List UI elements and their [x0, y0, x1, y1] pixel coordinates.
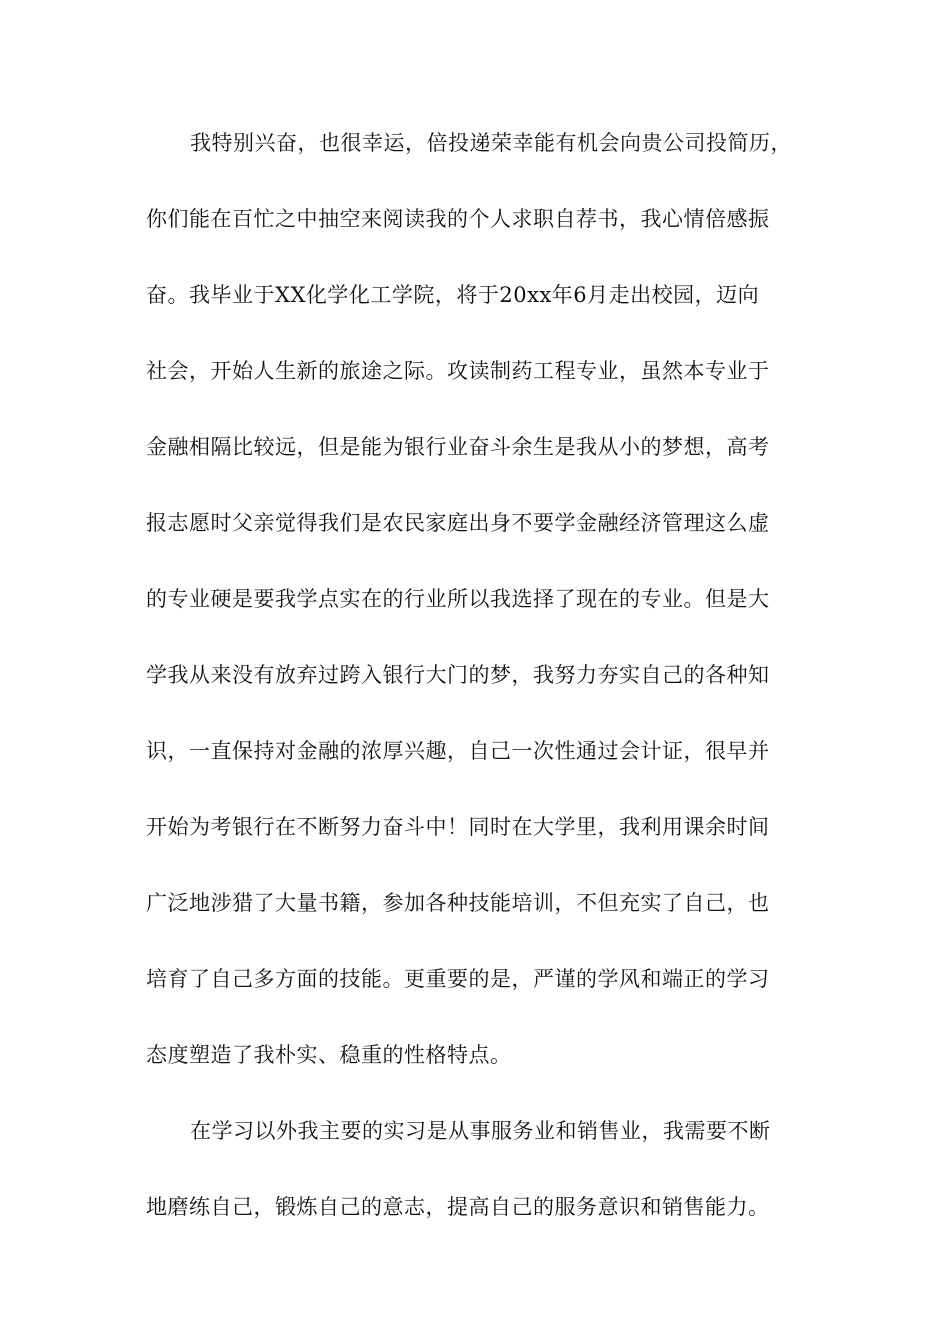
paragraph-1-line-3: 奋。我毕业于XX化学化工学院，将于20xx年6月走出校园，迈向 [146, 283, 760, 307]
paragraph-1-line-8: 学我从来没有放弃过跨入银行大门的梦，我努力夯实自己的各种知 [146, 663, 770, 687]
paragraph-1-line-7: 的专业硬是要我学点实在的行业所以我选择了现在的专业。但是大 [146, 587, 770, 611]
paragraph-1-line-1: 我特别兴奋，也很幸运，倍投递荣幸能有机会向贵公司投简历， [190, 131, 792, 155]
paragraph-1-line-2: 你们能在百忙之中抽空来阅读我的个人求职自荐书，我心情倍感振 [146, 207, 770, 231]
paragraph-1-line-5: 金融相隔比较远，但是能为银行业奋斗余生是我从小的梦想，高考 [146, 435, 770, 459]
paragraph-1-line-6: 报志愿时父亲觉得我们是农民家庭出身不要学金融经济管理这么虚 [146, 511, 770, 535]
body-text [146, 130, 806, 1270]
paragraph-1-line-13: 态度塑造了我朴实、稳重的性格特点。 [146, 1043, 512, 1067]
paragraph-1-line-9: 识，一直保持对金融的浓厚兴趣，自己一次性通过会计证，很早并 [146, 739, 770, 763]
paragraph-1-line-12: 培育了自己多方面的技能。更重要的是，严谨的学风和端正的学习 [146, 967, 770, 991]
paragraph-1-line-4: 社会，开始人生新的旅途之际。攻读制药工程专业，虽然本专业于 [146, 359, 770, 383]
paragraph-2-line-2: 地磨练自己，锻炼自己的意志，提高自己的服务意识和销售能力。 [146, 1195, 770, 1219]
paragraph-1-line-11: 广泛地涉猎了大量书籍，参加各种技能培训，不但充实了自己，也 [146, 891, 770, 915]
paragraph-2-line-1: 在学习以外我主要的实习是从事服务业和销售业，我需要不断 [190, 1119, 771, 1143]
paragraph-1-line-10: 开始为考银行在不断努力奋斗中！同时在大学里，我利用课余时间 [146, 815, 770, 839]
